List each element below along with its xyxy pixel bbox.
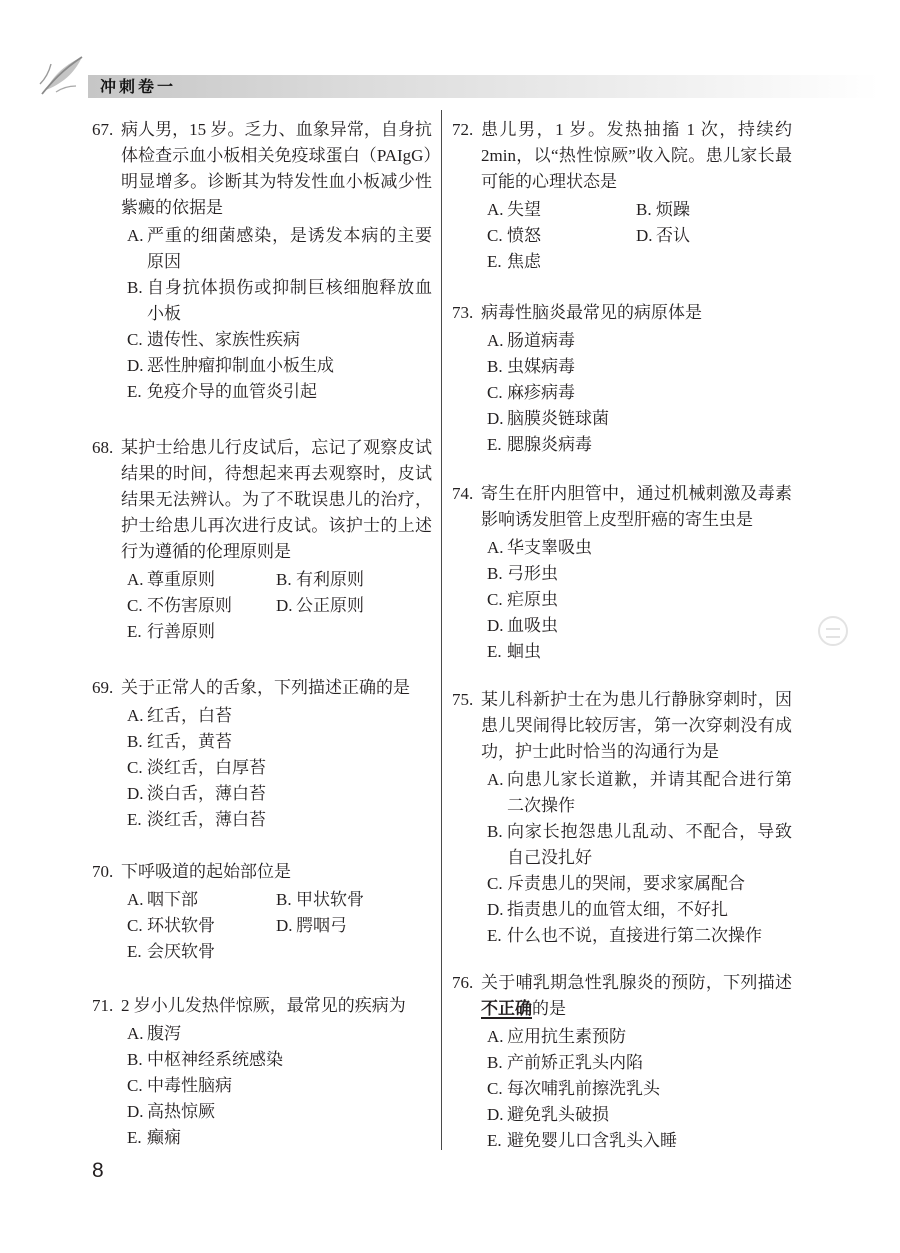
option-text: 红舌，黄苔 xyxy=(147,732,232,751)
options-list xyxy=(92,703,432,833)
option-c xyxy=(487,223,541,249)
option-a xyxy=(487,197,541,223)
option-text: 癫痫 xyxy=(147,1128,181,1147)
question-stem xyxy=(452,687,792,765)
option-label: B. xyxy=(487,564,503,583)
option-label: A. xyxy=(487,200,504,219)
options-list xyxy=(92,887,432,965)
stem-text-end: 的是 xyxy=(532,999,566,1018)
option-row xyxy=(92,619,432,645)
question-number: 75. xyxy=(452,690,474,709)
option-text: 行善原则 xyxy=(147,622,215,641)
option-a xyxy=(452,328,792,354)
option-e xyxy=(452,639,792,665)
option-label: E. xyxy=(127,942,142,961)
options-list xyxy=(452,535,792,665)
option-text: 焦虑 xyxy=(507,252,541,271)
option-text: 每次哺乳前擦洗乳头 xyxy=(507,1079,660,1098)
question-stem xyxy=(92,993,432,1019)
option-text: 蛔虫 xyxy=(507,642,541,661)
question-67 xyxy=(92,117,432,405)
option-c xyxy=(92,327,432,353)
options-list xyxy=(92,567,432,645)
option-label: A. xyxy=(487,331,504,350)
option-label: E. xyxy=(487,926,502,945)
option-label: C. xyxy=(127,596,143,615)
stem-text: 某儿科新护士在为患儿行静脉穿刺时，因患儿哭闹得比较厉害，第一次穿刺没有成功，护士此时恰当的沟通行为是 xyxy=(481,690,792,761)
option-text: 应用抗生素预防 xyxy=(507,1027,626,1046)
option-text: 愤怒 xyxy=(507,226,541,245)
options-list xyxy=(452,767,792,949)
option-label: E. xyxy=(487,1131,502,1150)
question-number: 67. xyxy=(92,120,114,139)
option-label: E. xyxy=(487,435,502,454)
question-number: 70. xyxy=(92,862,114,881)
option-e xyxy=(92,807,432,833)
logo-icon xyxy=(36,52,88,100)
options-list xyxy=(92,223,432,405)
page-number: 8 xyxy=(92,1159,104,1182)
option-label: C. xyxy=(487,874,503,893)
option-text: 中枢神经系统感染 xyxy=(147,1050,283,1069)
option-text: 环状软骨 xyxy=(147,916,215,935)
option-label: B. xyxy=(127,732,143,751)
question-number: 73. xyxy=(452,303,474,322)
option-e xyxy=(127,939,215,965)
option-label: C. xyxy=(487,226,503,245)
option-text: 指责患儿的血管太细，不好扎 xyxy=(507,900,728,919)
question-75 xyxy=(452,687,792,949)
question-number: 68. xyxy=(92,438,114,457)
question-74 xyxy=(452,481,792,665)
option-a xyxy=(452,535,792,561)
option-text: 肠道病毒 xyxy=(507,331,575,350)
question-70 xyxy=(92,859,432,965)
option-e xyxy=(92,1125,432,1151)
option-a xyxy=(452,767,792,819)
option-e xyxy=(452,432,792,458)
option-label: D. xyxy=(636,226,653,245)
option-label: B. xyxy=(276,890,292,909)
left-column xyxy=(92,0,432,1253)
right-column xyxy=(452,0,792,1253)
question-number: 71. xyxy=(92,996,114,1015)
option-d xyxy=(636,223,690,249)
stem-text: 某护士给患儿行皮试后，忘记了观察皮试结果的时间，待想起来再去观察时，皮试结果无法辨认。为了不耽误患儿的治疗，护士给患儿再次进行皮试。该护士的上述行为遵循的伦理原则是 xyxy=(121,438,432,561)
stem-text: 患儿男，1 岁。发热抽搐 1 次，持续约 2min，以“热性惊厥”收入院。患儿家长最可能的心理状态是 xyxy=(481,120,792,191)
option-b xyxy=(92,729,432,755)
question-69 xyxy=(92,675,432,833)
option-label: B. xyxy=(487,357,503,376)
option-row xyxy=(452,197,792,223)
option-d xyxy=(452,1102,792,1128)
option-d xyxy=(452,613,792,639)
option-a xyxy=(92,223,432,275)
stem-text: 2 岁小儿发热伴惊厥，最常见的疾病为 xyxy=(121,996,406,1015)
option-label: A. xyxy=(487,770,504,789)
options-list xyxy=(452,1024,792,1154)
option-label: C. xyxy=(127,916,143,935)
option-text: 有利原则 xyxy=(296,570,364,589)
question-stem xyxy=(452,300,792,326)
option-b xyxy=(636,197,690,223)
question-stem xyxy=(92,435,432,565)
option-text: 否认 xyxy=(656,226,690,245)
section-title: 冲刺卷一 xyxy=(100,77,177,96)
option-text: 虫媒病毒 xyxy=(507,357,575,376)
option-label: B. xyxy=(636,200,652,219)
question-72 xyxy=(452,117,792,275)
question-number: 74. xyxy=(452,484,474,503)
option-label: D. xyxy=(487,616,504,635)
option-e xyxy=(487,249,541,275)
option-text: 烦躁 xyxy=(656,200,690,219)
option-e xyxy=(127,619,215,645)
option-text: 向患儿家长道歉，并请其配合进行第二次操作 xyxy=(507,770,792,815)
question-stem xyxy=(452,970,792,1022)
stem-emphasis: 不正确 xyxy=(481,999,532,1018)
question-stem xyxy=(452,117,792,195)
option-label: D. xyxy=(127,356,144,375)
option-text: 弓形虫 xyxy=(507,564,558,583)
option-text: 麻疹病毒 xyxy=(507,383,575,402)
option-label: A. xyxy=(127,226,144,245)
option-text: 脑膜炎链球菌 xyxy=(507,409,609,428)
option-text: 咽下部 xyxy=(147,890,198,909)
option-c xyxy=(452,871,792,897)
question-number: 76. xyxy=(452,973,474,992)
question-number: 69. xyxy=(92,678,114,697)
option-label: D. xyxy=(487,900,504,919)
options-list xyxy=(452,197,792,275)
options-list xyxy=(452,328,792,458)
option-c xyxy=(452,380,792,406)
option-e xyxy=(92,379,432,405)
option-b xyxy=(452,1050,792,1076)
question-stem xyxy=(92,117,432,221)
question-number: 72. xyxy=(452,120,474,139)
question-73 xyxy=(452,300,792,458)
option-text: 严重的细菌感染，是诱发本病的主要原因 xyxy=(147,226,432,271)
option-b xyxy=(92,275,432,327)
option-d xyxy=(276,593,364,619)
option-text: 避免婴儿口含乳头入睡 xyxy=(507,1131,677,1150)
question-71 xyxy=(92,993,432,1151)
option-text: 避免乳头破损 xyxy=(507,1105,609,1124)
option-label: B. xyxy=(487,1053,503,1072)
option-text: 高热惊厥 xyxy=(147,1102,215,1121)
question-stem xyxy=(92,859,432,885)
option-e xyxy=(452,1128,792,1154)
option-label: D. xyxy=(127,1102,144,1121)
option-d xyxy=(92,1099,432,1125)
option-label: A. xyxy=(127,706,144,725)
option-label: E. xyxy=(127,1128,142,1147)
option-text: 恶性肿瘤抑制血小板生成 xyxy=(147,356,334,375)
question-stem xyxy=(452,481,792,533)
option-label: D. xyxy=(276,916,293,935)
option-text: 斥责患儿的哭闹，要求家属配合 xyxy=(507,874,745,893)
option-label: E. xyxy=(127,810,142,829)
option-text: 疟原虫 xyxy=(507,590,558,609)
stem-text: 病毒性脑炎最常见的病原体是 xyxy=(481,303,702,322)
option-b xyxy=(452,561,792,587)
option-row xyxy=(92,939,432,965)
option-row xyxy=(92,567,432,593)
option-d xyxy=(92,353,432,379)
option-label: A. xyxy=(127,890,144,909)
option-text: 甲状软骨 xyxy=(296,890,364,909)
option-label: B. xyxy=(127,278,143,297)
option-row xyxy=(452,249,792,275)
option-e xyxy=(452,923,792,949)
option-label: E. xyxy=(487,642,502,661)
option-a xyxy=(127,887,198,913)
option-label: B. xyxy=(276,570,292,589)
option-label: D. xyxy=(276,596,293,615)
option-label: C. xyxy=(487,1079,503,1098)
option-b xyxy=(92,1047,432,1073)
option-label: E. xyxy=(487,252,502,271)
option-text: 腹泻 xyxy=(147,1024,181,1043)
option-text: 淡白舌，薄白苔 xyxy=(147,784,266,803)
option-a xyxy=(127,567,215,593)
option-text: 淡红舌，薄白苔 xyxy=(147,810,266,829)
option-label: E. xyxy=(127,622,142,641)
option-d xyxy=(92,781,432,807)
option-row xyxy=(92,913,432,939)
option-text: 遗传性、家族性疾病 xyxy=(147,330,300,349)
option-label: B. xyxy=(127,1050,143,1069)
question-76 xyxy=(452,970,792,1154)
stem-text: 关于正常人的舌象，下列描述正确的是 xyxy=(121,678,410,697)
option-label: E. xyxy=(127,382,142,401)
option-text: 会厌软骨 xyxy=(147,942,215,961)
option-d xyxy=(452,406,792,432)
option-text: 腮腺炎病毒 xyxy=(507,435,592,454)
option-text: 免疫介导的血管炎引起 xyxy=(147,382,317,401)
stem-text: 下呼吸道的起始部位是 xyxy=(121,862,291,881)
option-label: C. xyxy=(487,383,503,402)
question-stem xyxy=(92,675,432,701)
option-b xyxy=(452,354,792,380)
options-list xyxy=(92,1021,432,1151)
option-label: C. xyxy=(127,1076,143,1095)
option-d xyxy=(276,913,347,939)
option-label: D. xyxy=(127,784,144,803)
option-text: 血吸虫 xyxy=(507,616,558,635)
option-c xyxy=(127,593,232,619)
option-c xyxy=(127,913,215,939)
option-c xyxy=(452,587,792,613)
option-b xyxy=(276,567,364,593)
option-c xyxy=(452,1076,792,1102)
option-a xyxy=(452,1024,792,1050)
option-text: 产前矫正乳头内陷 xyxy=(507,1053,643,1072)
option-label: C. xyxy=(127,330,143,349)
option-c xyxy=(92,755,432,781)
option-text: 失望 xyxy=(507,200,541,219)
stem-text: 病人男，15 岁。乏力、血象异常，自身抗体检查示血小板相关免疫球蛋白（PAIgG）明显增多。诊断其为特发性血小板减少性紫癜的依据是 xyxy=(121,120,432,217)
option-c xyxy=(92,1073,432,1099)
option-label: D. xyxy=(487,1105,504,1124)
option-a xyxy=(92,703,432,729)
option-row xyxy=(92,887,432,913)
watermark-icon xyxy=(818,616,848,646)
option-text: 尊重原则 xyxy=(147,570,215,589)
option-b xyxy=(276,887,364,913)
option-label: A. xyxy=(487,1027,504,1046)
option-label: A. xyxy=(127,570,144,589)
option-text: 什么也不说，直接进行第二次操作 xyxy=(507,926,762,945)
option-text: 中毒性脑病 xyxy=(147,1076,232,1095)
option-text: 公正原则 xyxy=(296,596,364,615)
option-text: 淡红舌，白厚苔 xyxy=(147,758,266,777)
option-label: A. xyxy=(487,538,504,557)
option-text: 自身抗体损伤或抑制巨核细胞释放血小板 xyxy=(147,278,432,323)
stem-text: 寄生在肝内胆管中，通过机械刺激及毒素影响诱发胆管上皮型肝癌的寄生虫是 xyxy=(481,484,792,529)
option-d xyxy=(452,897,792,923)
option-label: B. xyxy=(487,822,503,841)
option-row xyxy=(452,223,792,249)
option-label: C. xyxy=(127,758,143,777)
question-68 xyxy=(92,435,432,645)
option-b xyxy=(452,819,792,871)
option-text: 腭咽弓 xyxy=(296,916,347,935)
option-text: 不伤害原则 xyxy=(147,596,232,615)
option-text: 红舌，白苔 xyxy=(147,706,232,725)
option-label: A. xyxy=(127,1024,144,1043)
option-text: 华支睾吸虫 xyxy=(507,538,592,557)
option-label: C. xyxy=(487,590,503,609)
option-a xyxy=(92,1021,432,1047)
option-row xyxy=(92,593,432,619)
option-text: 向家长抱怨患儿乱动、不配合，导致自己没扎好 xyxy=(507,822,792,867)
column-divider xyxy=(441,110,442,1150)
stem-text: 关于哺乳期急性乳腺炎的预防，下列描述 xyxy=(481,973,792,992)
option-label: D. xyxy=(487,409,504,428)
